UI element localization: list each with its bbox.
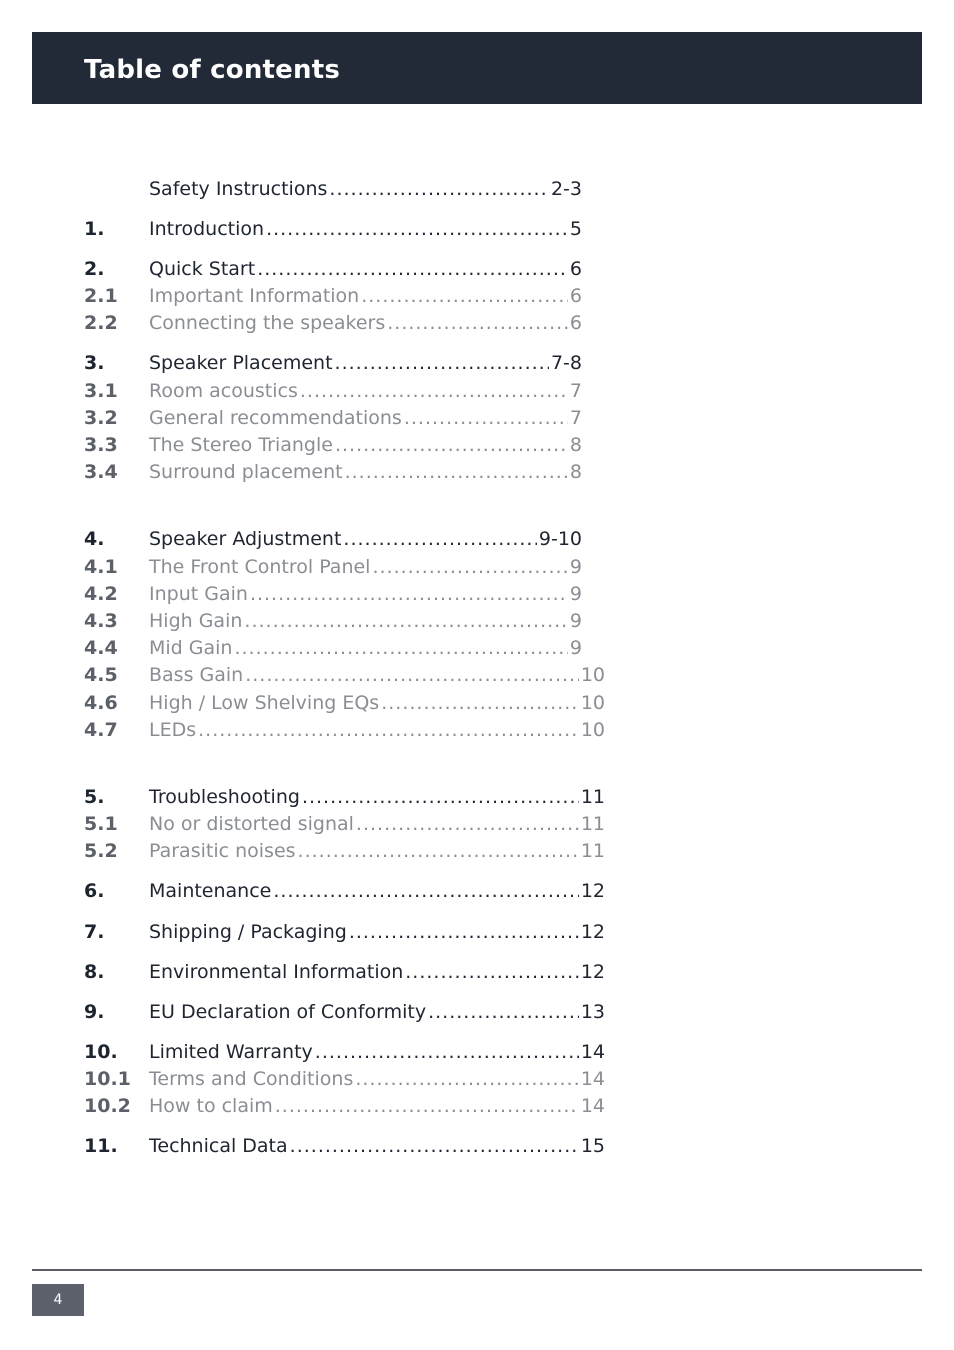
toc-number: 3.2 [84, 407, 118, 429]
toc-page: 11 [580, 840, 605, 862]
toc-entry [149, 919, 605, 945]
toc-row[interactable] [84, 1133, 644, 1159]
toc-entry [149, 432, 582, 458]
toc-entry [149, 838, 605, 864]
toc-label: Technical Data [149, 1135, 288, 1157]
toc-row[interactable] [84, 256, 644, 282]
toc-row[interactable] [84, 459, 644, 485]
dot-leader [245, 662, 579, 688]
header-bar [32, 32, 922, 104]
toc-row[interactable] [84, 959, 644, 985]
toc-entry [149, 811, 605, 837]
toc-page: 11 [580, 813, 605, 835]
toc-page: 7-8 [550, 352, 582, 374]
toc-page: 9 [569, 583, 582, 605]
toc-number: 4.5 [84, 664, 118, 686]
toc-entry [149, 690, 605, 716]
toc-entry [149, 1066, 605, 1092]
dot-leader [290, 1133, 579, 1159]
toc-row[interactable] [84, 1066, 644, 1092]
toc-label: Mid Gain [149, 637, 233, 659]
toc-row[interactable] [84, 350, 644, 376]
dot-leader [405, 959, 579, 985]
dot-leader [298, 838, 579, 864]
toc-entry [149, 581, 582, 607]
toc-label: Important Information [149, 285, 360, 307]
toc-label: Parasitic noises [149, 840, 296, 862]
toc-page: 15 [580, 1135, 605, 1157]
toc-number: 9. [84, 1001, 105, 1023]
toc-entry [149, 784, 605, 810]
toc-label: Environmental Information [149, 961, 404, 983]
toc-page: 14 [580, 1041, 605, 1063]
toc-row[interactable] [84, 526, 644, 552]
page-number: 4 [32, 1284, 84, 1316]
toc-label: Quick Start [149, 258, 256, 280]
dot-leader [381, 690, 579, 716]
dot-leader [250, 581, 568, 607]
dot-leader [266, 216, 568, 242]
toc-entry [149, 662, 605, 688]
toc-label: Shipping / Packaging [149, 921, 347, 943]
toc-page: 7 [569, 380, 582, 402]
toc-page: 9 [569, 637, 582, 659]
toc-label: Bass Gain [149, 664, 244, 686]
toc-entry [149, 1093, 605, 1119]
toc-page: 8 [569, 461, 582, 483]
dot-leader [234, 635, 567, 661]
toc-label: Input Gain [149, 583, 248, 605]
toc-page: 8 [569, 434, 582, 456]
toc-page: 10 [580, 692, 605, 714]
toc-entry [149, 283, 582, 309]
toc-number: 2.1 [84, 285, 118, 307]
toc-number: 5. [84, 786, 105, 808]
toc-number: 5.1 [84, 813, 118, 835]
toc-page: 6 [569, 258, 582, 280]
toc-entry [149, 176, 582, 202]
toc-row[interactable] [84, 690, 644, 716]
toc-number: 6. [84, 880, 105, 902]
page-title: Table of contents [84, 55, 341, 85]
toc-row[interactable] [84, 1093, 644, 1119]
dot-leader [257, 256, 568, 282]
toc-label: High Gain [149, 610, 243, 632]
dot-leader [343, 526, 536, 552]
toc-label: Troubleshooting [149, 786, 300, 808]
toc-row[interactable] [84, 216, 644, 242]
toc-label: General recommendations [149, 407, 402, 429]
toc-label: The Front Control Panel [149, 556, 371, 578]
toc-row[interactable] [84, 999, 644, 1025]
toc-page: 10 [580, 664, 605, 686]
toc-entry [149, 999, 605, 1025]
dot-leader [335, 432, 568, 458]
toc-page: 14 [580, 1095, 605, 1117]
dot-leader [275, 1093, 579, 1119]
toc-entry [149, 959, 605, 985]
toc-label: High / Low Shelving EQs [149, 692, 380, 714]
dot-leader [198, 717, 579, 743]
toc-label: Speaker Adjustment [149, 528, 342, 550]
toc-entry [149, 350, 582, 376]
toc-row[interactable] [84, 811, 644, 837]
dot-leader [273, 878, 578, 904]
dot-leader [349, 919, 579, 945]
toc-row[interactable] [84, 405, 644, 431]
toc-number: 3.4 [84, 461, 118, 483]
dot-leader [372, 554, 567, 580]
toc-number: 4.7 [84, 719, 118, 741]
toc-label: Safety Instructions [149, 178, 328, 200]
toc-page: 6 [569, 285, 582, 307]
toc-entry [149, 1039, 605, 1065]
toc-number: 10.2 [84, 1095, 131, 1117]
dot-leader [404, 405, 568, 431]
toc-number: 5.2 [84, 840, 118, 862]
toc-label: Limited Warranty [149, 1041, 313, 1063]
dot-leader [329, 176, 549, 202]
toc-row[interactable] [84, 919, 644, 945]
toc-row[interactable] [84, 662, 644, 688]
dot-leader [345, 459, 568, 485]
dot-leader [244, 608, 568, 634]
toc-entry [149, 459, 582, 485]
toc-entry [149, 526, 582, 552]
toc-entry [149, 635, 582, 661]
dot-leader [428, 999, 579, 1025]
dot-leader [361, 283, 568, 309]
toc-row[interactable] [84, 608, 644, 634]
toc-row[interactable] [84, 283, 644, 309]
toc-label: Connecting the speakers [149, 312, 386, 334]
toc-page: 12 [580, 961, 605, 983]
toc-number: 4.6 [84, 692, 118, 714]
toc-label: The Stereo Triangle [149, 434, 333, 456]
footer-divider [32, 1269, 922, 1271]
toc-label: Speaker Placement [149, 352, 333, 374]
toc-number: 3.3 [84, 434, 118, 456]
toc-page: 2-3 [550, 178, 582, 200]
toc-number: 3.1 [84, 380, 118, 402]
toc-number: 2. [84, 258, 105, 280]
dot-leader [300, 378, 568, 404]
toc-label: How to claim [149, 1095, 273, 1117]
toc-page: 10 [580, 719, 605, 741]
toc-number: 4.1 [84, 556, 118, 578]
toc-number: 8. [84, 961, 105, 983]
dot-leader [387, 310, 568, 336]
toc-label: Terms and Conditions [149, 1068, 354, 1090]
dot-leader [355, 1066, 578, 1092]
toc-number: 4.4 [84, 637, 118, 659]
toc-row[interactable] [84, 378, 644, 404]
toc-page: 9 [569, 610, 582, 632]
toc-label: LEDs [149, 719, 197, 741]
toc-number: 10.1 [84, 1068, 131, 1090]
toc-entry [149, 310, 582, 336]
toc-number: 3. [84, 352, 105, 374]
toc-entry [149, 1133, 605, 1159]
toc-entry [149, 878, 605, 904]
dot-leader [356, 811, 579, 837]
toc-number: 7. [84, 921, 105, 943]
toc-number: 10. [84, 1041, 118, 1063]
toc-number: 4.3 [84, 610, 118, 632]
toc-row[interactable] [84, 432, 644, 458]
toc-entry [149, 717, 605, 743]
toc-page: 7 [569, 407, 582, 429]
toc-page: 12 [580, 880, 605, 902]
toc-number: 2.2 [84, 312, 118, 334]
toc-page: 12 [580, 921, 605, 943]
toc-entry [149, 256, 582, 282]
toc-row[interactable] [84, 310, 644, 336]
toc-number: 4.2 [84, 583, 118, 605]
toc-label: Surround placement [149, 461, 343, 483]
toc-entry [149, 554, 582, 580]
toc-number: 1. [84, 218, 105, 240]
toc-label: Room acoustics [149, 380, 298, 402]
toc-page: 11 [580, 786, 605, 808]
toc-page: 14 [580, 1068, 605, 1090]
toc-row[interactable] [84, 1039, 644, 1065]
toc-label: No or distorted signal [149, 813, 354, 835]
toc-row[interactable] [84, 581, 644, 607]
toc-label: Maintenance [149, 880, 272, 902]
toc-number: 4. [84, 528, 105, 550]
toc-label: EU Declaration of Conformity [149, 1001, 427, 1023]
toc-page: 5 [569, 218, 582, 240]
toc-row[interactable] [84, 878, 644, 904]
dot-leader [315, 1039, 579, 1065]
toc-page: 9-10 [538, 528, 582, 550]
toc-row[interactable] [84, 717, 644, 743]
toc-row[interactable] [84, 554, 644, 580]
toc-label: Introduction [149, 218, 265, 240]
toc-row[interactable] [84, 176, 644, 202]
toc-entry [149, 216, 582, 242]
toc-entry [149, 378, 582, 404]
toc-page: 9 [569, 556, 582, 578]
toc-row[interactable] [84, 784, 644, 810]
toc-number: 11. [84, 1135, 118, 1157]
toc-entry [149, 608, 582, 634]
toc-page: 13 [580, 1001, 605, 1023]
dot-leader [335, 350, 549, 376]
toc-row[interactable] [84, 838, 644, 864]
dot-leader [302, 784, 579, 810]
toc-row[interactable] [84, 635, 644, 661]
toc-page: 6 [569, 312, 582, 334]
toc-entry [149, 405, 582, 431]
